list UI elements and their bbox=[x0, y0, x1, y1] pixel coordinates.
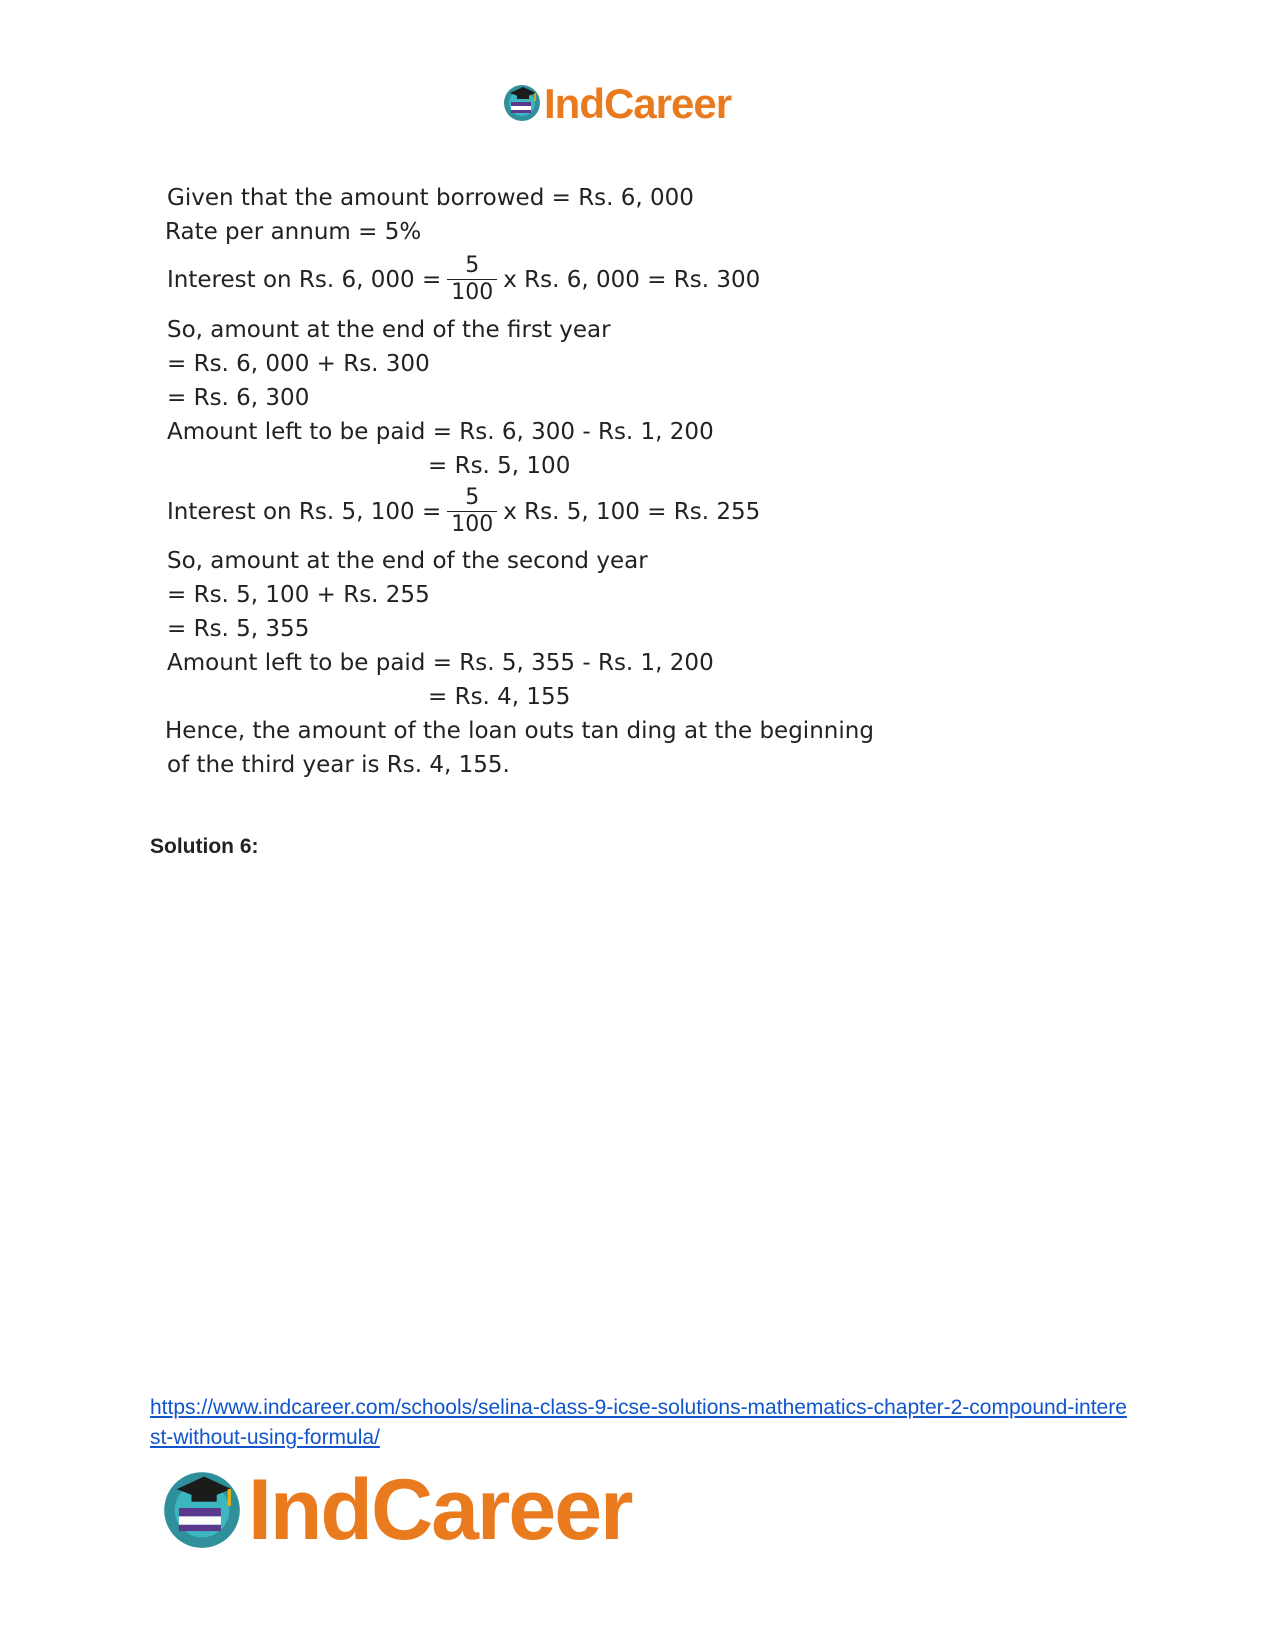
math-text: Interest on Rs. 5, 100 = bbox=[167, 498, 442, 525]
math-line: = Rs. 6, 300 bbox=[167, 385, 310, 411]
math-line: Rate per annum = 5% bbox=[165, 219, 422, 245]
math-fraction-line bbox=[167, 485, 760, 538]
solution-6-heading: Solution 6: bbox=[150, 835, 259, 858]
denominator: 100 bbox=[447, 279, 497, 306]
math-text: x Rs. 6, 000 = Rs. 300 bbox=[503, 266, 761, 293]
denominator: 100 bbox=[447, 511, 497, 538]
footer-logo bbox=[160, 1462, 632, 1558]
math-line: So, amount at the end of the first year bbox=[167, 317, 611, 343]
header-logo bbox=[502, 80, 731, 128]
math-line: = Rs. 5, 100 bbox=[428, 453, 571, 479]
math-line: Amount left to be paid = Rs. 6, 300 - Rs. 1, 200 bbox=[167, 419, 714, 445]
math-line: of the third year is Rs. 4, 155. bbox=[167, 752, 510, 778]
logo-wordmark: IndCareer bbox=[544, 80, 732, 127]
graduation-cap-book-icon bbox=[160, 1466, 244, 1554]
math-text: x Rs. 5, 100 = Rs. 255 bbox=[503, 498, 761, 525]
fraction bbox=[447, 485, 497, 538]
logo-wordmark: IndCareer bbox=[248, 1462, 632, 1558]
fraction bbox=[447, 253, 497, 306]
numerator: 5 bbox=[465, 253, 480, 278]
math-line: So, amount at the end of the second year bbox=[167, 548, 648, 574]
math-line: Hence, the amount of the loan outs tan ding at the beginning bbox=[165, 718, 874, 744]
numerator: 5 bbox=[465, 485, 480, 510]
graduation-cap-book-icon bbox=[502, 82, 542, 126]
math-line: Given that the amount borrowed = Rs. 6, 000 bbox=[167, 185, 694, 211]
math-line: = Rs. 5, 100 + Rs. 255 bbox=[167, 582, 430, 608]
source-url-link[interactable]: https://www.indcareer.com/schools/selina-class-9-icse-solutions-mathematics-chapter-2-compound-interest-without-using-formula/ bbox=[150, 1396, 1127, 1449]
math-line: = Rs. 5, 355 bbox=[167, 616, 310, 642]
math-text: Interest on Rs. 6, 000 = bbox=[167, 266, 442, 293]
math-fraction-line bbox=[167, 253, 760, 306]
math-line: = Rs. 6, 000 + Rs. 300 bbox=[167, 351, 430, 377]
math-line: Amount left to be paid = Rs. 5, 355 - Rs. 1, 200 bbox=[167, 650, 714, 676]
math-line: = Rs. 4, 155 bbox=[428, 684, 571, 710]
